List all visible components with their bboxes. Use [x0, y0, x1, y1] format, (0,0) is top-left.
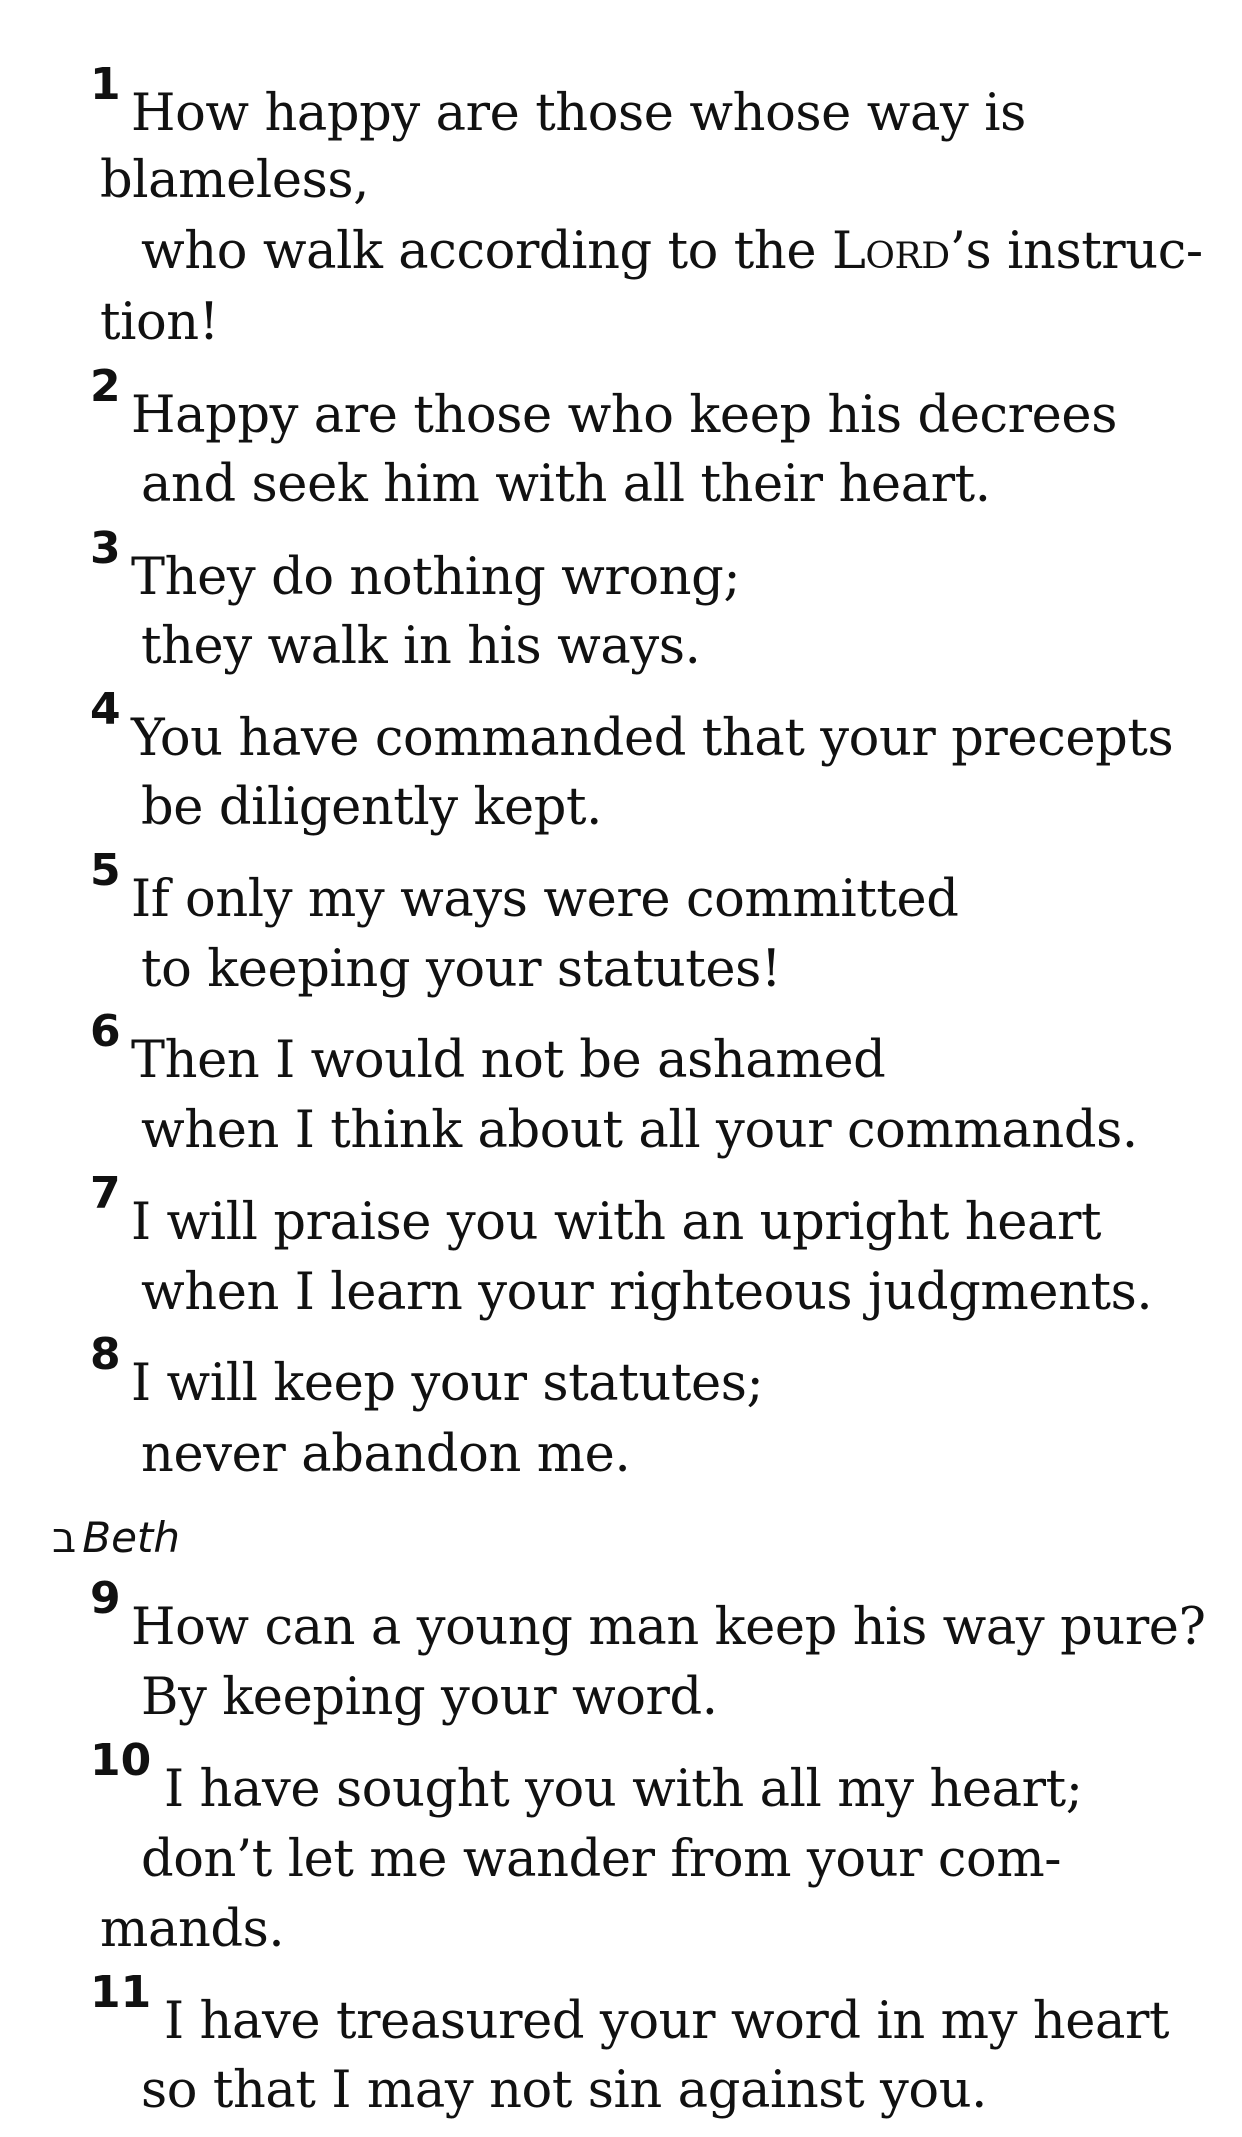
verse-number: 5: [90, 845, 121, 896]
verse-line: when I think about all your commands.: [141, 1101, 1138, 1160]
verse-line: If only my ways were committed: [131, 870, 959, 929]
verse-line: I have sought you with all my heart;: [164, 1760, 1083, 1819]
verse-line: I will praise you with an upright heart: [131, 1193, 1102, 1252]
verse-line: They do nothing wrong;: [131, 548, 741, 607]
verse-line: they walk in his ways.: [141, 617, 701, 676]
verse-number: 7: [90, 1168, 121, 1219]
verse-line: to keeping your statutes!: [141, 940, 782, 999]
verse-line: I will keep your statutes;: [131, 1354, 764, 1413]
verse-line: By keeping your word.: [141, 1668, 718, 1727]
verse-number: 11: [90, 1967, 152, 2018]
section-name: Beth: [82, 1513, 181, 1562]
verse-line: be diligently kept.: [141, 778, 602, 837]
verse-line: blameless,: [100, 151, 369, 210]
hebrew-letter: ב: [52, 1513, 77, 1562]
verse-number: 9: [90, 1573, 121, 1624]
verse-number: 10: [90, 1735, 152, 1786]
verse-line: You have commanded that your precepts: [131, 709, 1174, 768]
section-heading: [52, 1513, 180, 1563]
verse-number: 4: [90, 684, 121, 735]
verse-line: [141, 222, 1203, 282]
verse-line-text: who walk according to the: [141, 222, 832, 281]
verse-line: How happy are those whose way is: [131, 84, 1026, 143]
verse-line: How can a young man keep his way pure?: [131, 1598, 1206, 1657]
verse-number: 2: [90, 361, 121, 412]
verse-line: mands.: [100, 1900, 285, 1959]
verse-number: 6: [90, 1006, 121, 1057]
verse-line: never abandon me.: [141, 1425, 631, 1484]
verse-line: Happy are those who keep his decrees: [131, 386, 1117, 445]
verse-line: and seek him with all their heart.: [141, 455, 991, 514]
divine-name: Lord: [831, 222, 950, 281]
verse-number: 1: [90, 59, 121, 110]
verse-line: tion!: [100, 293, 219, 352]
verse-line: don’t let me wander from your com-: [141, 1830, 1062, 1889]
verse-line: I have treasured your word in my heart: [164, 1992, 1170, 2051]
verse-line-text: ’s instruc-: [949, 222, 1203, 281]
verse-line: so that I may not sin against you.: [141, 2061, 987, 2120]
verse-line: when I learn your righteous judgments.: [141, 1263, 1153, 1322]
verse-number: 3: [90, 523, 121, 574]
verse-number: 8: [90, 1329, 121, 1380]
verse-line: Then I would not be ashamed: [131, 1031, 886, 1090]
